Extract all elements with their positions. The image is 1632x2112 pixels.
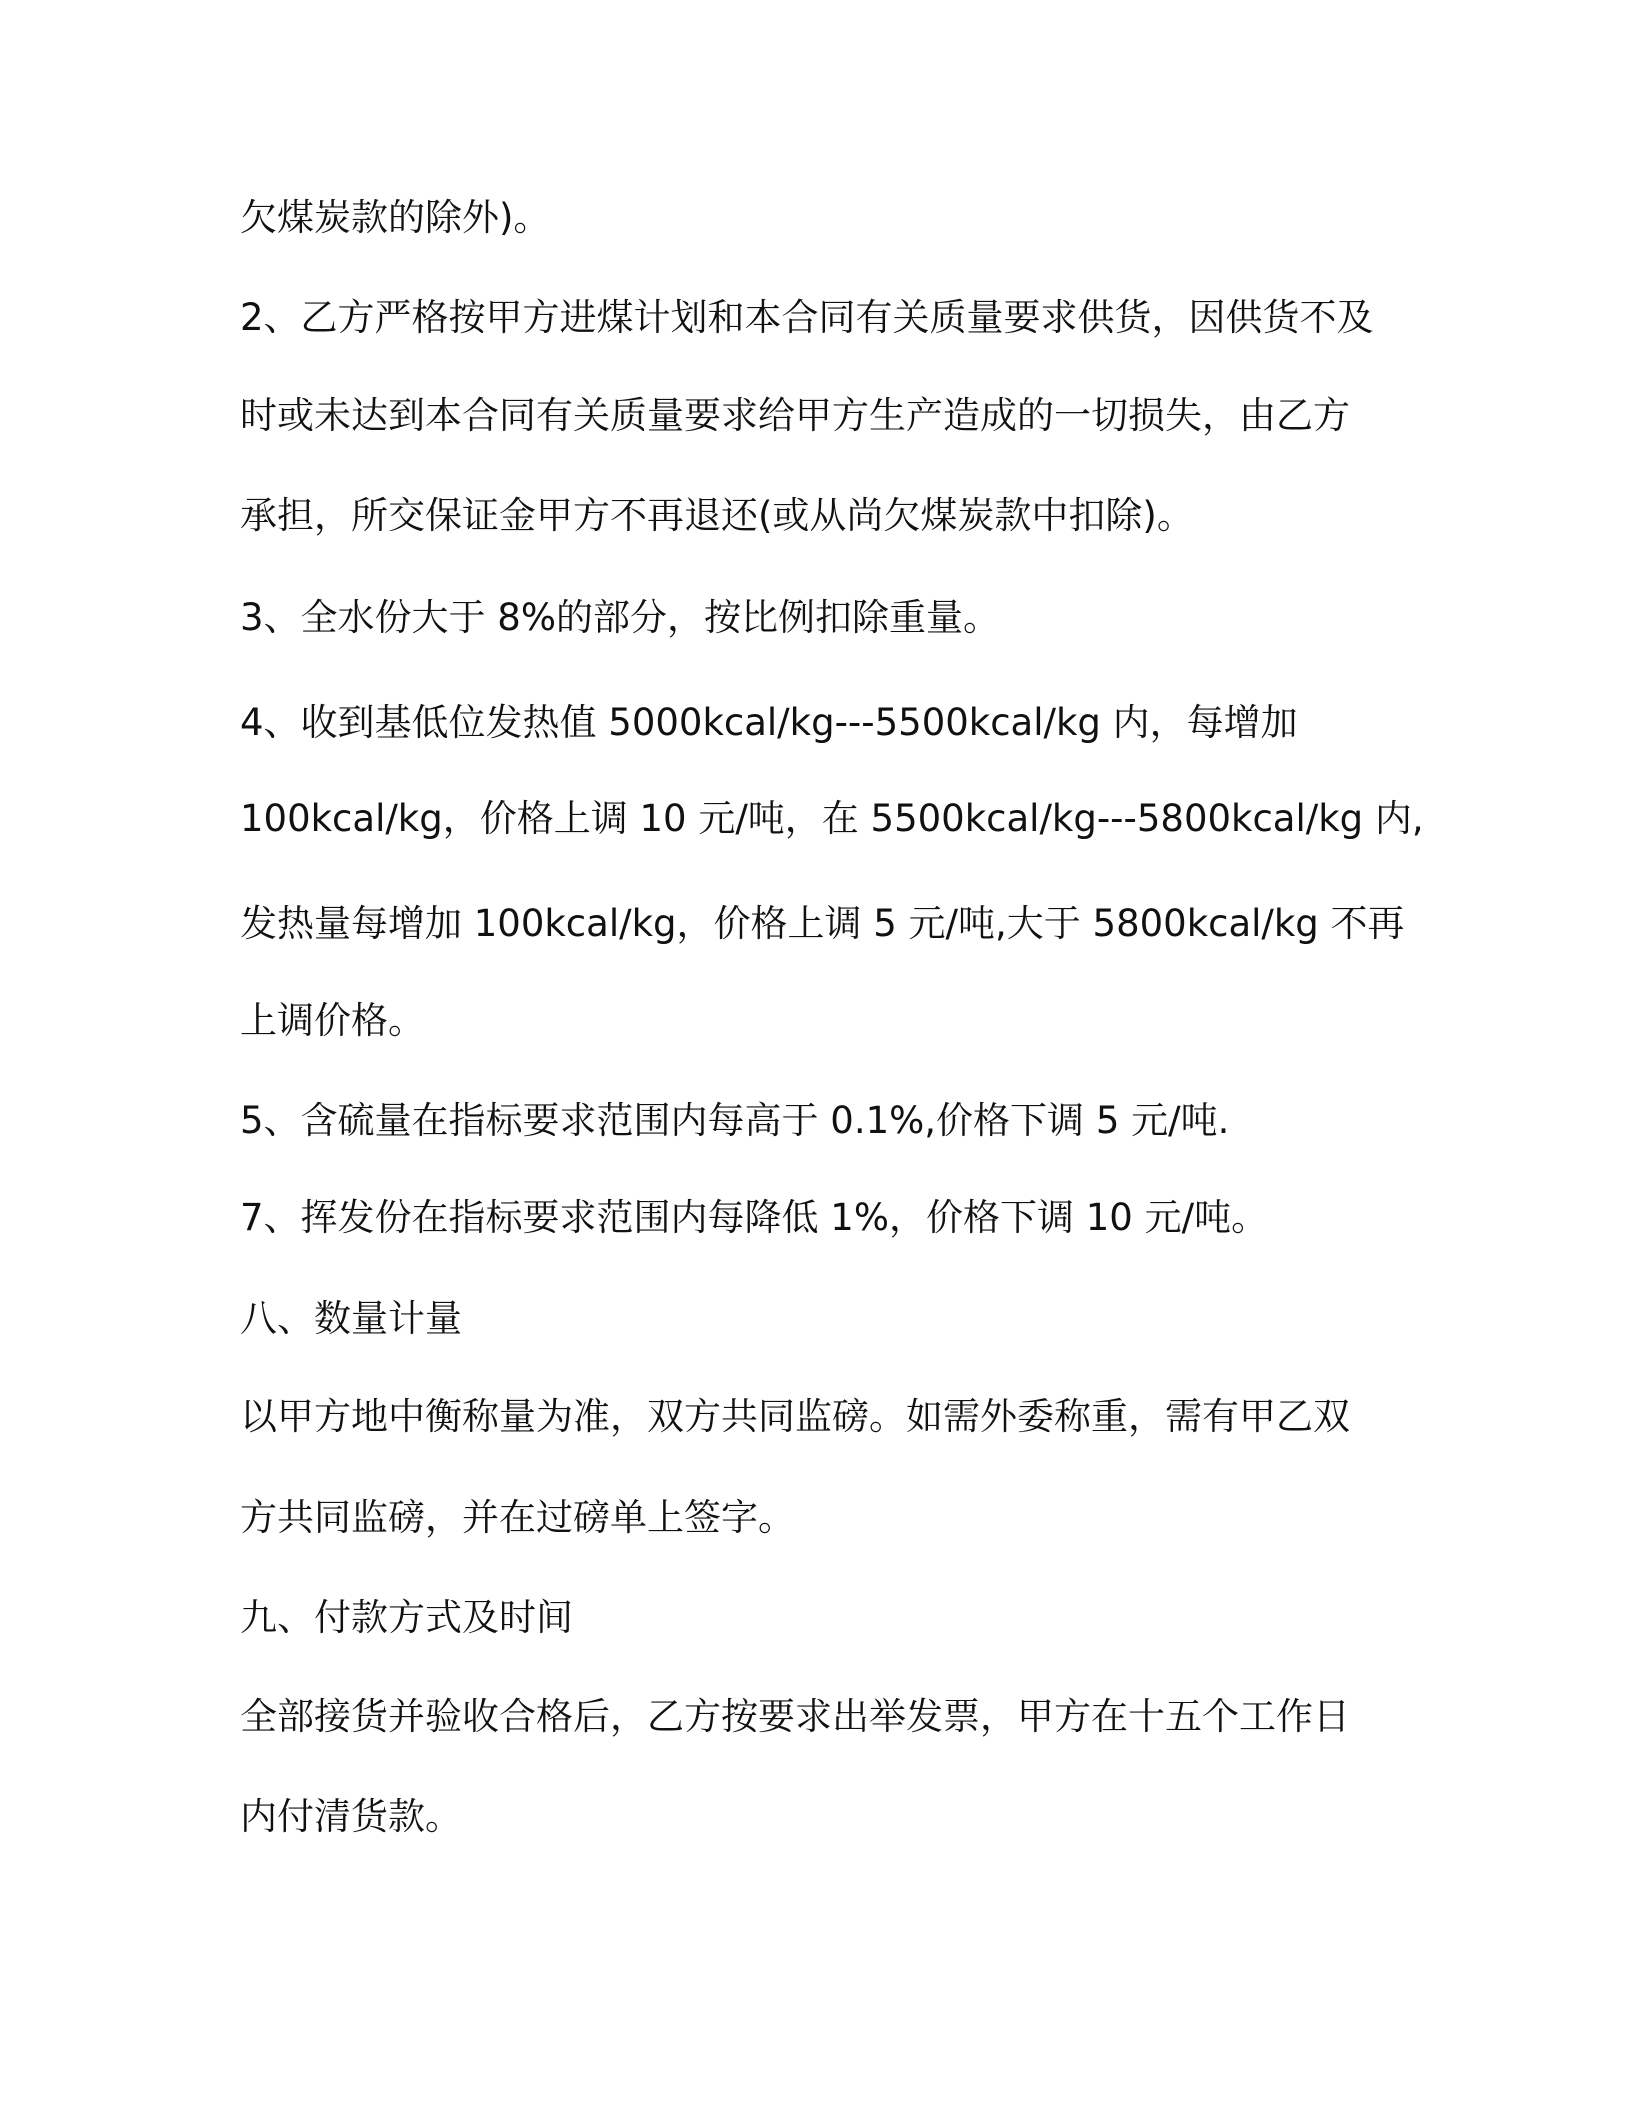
text-line-13: 以甲方地中衡称量为准，双方共同监磅。如需外委称重，需有甲乙双 [240, 1395, 1350, 1438]
text-line-2: 2、乙方严格按甲方进煤计划和本合同有关质量要求供货，因供货不及 [240, 296, 1374, 339]
text-line-8: 发热量每增加 100kcal/kg，价格上调 5 元/吨,大于 5800kcal/kg 不再 [240, 902, 1405, 945]
text-line-5: 3、全水份大于 8%的部分，按比例扣除重量。 [240, 596, 1000, 639]
text-line-17: 内付清货款。 [240, 1795, 462, 1838]
text-line-14: 方共同监磅，并在过磅单上签字。 [240, 1496, 795, 1539]
text-line-6: 4、收到基低位发热值 5000kcal/kg---5500kcal/kg 内，每增加 [240, 701, 1298, 744]
text-line-10: 5、含硫量在指标要求范围内每高于 0.1%,价格下调 5 元/吨. [240, 1099, 1230, 1142]
text-line-4: 承担，所交保证金甲方不再退还(或从尚欠煤炭款中扣除)。 [240, 494, 1194, 537]
section-heading-payment: 九、付款方式及时间 [240, 1596, 573, 1639]
text-line-1: 欠煤炭款的除外)。 [240, 196, 551, 239]
text-line-3: 时或未达到本合同有关质量要求给甲方生产造成的一切损失，由乙方 [240, 394, 1350, 437]
text-line-11: 7、挥发份在指标要求范围内每降低 1%，价格下调 10 元/吨。 [240, 1196, 1269, 1239]
text-line-9: 上调价格。 [240, 999, 425, 1042]
text-line-7: 100kcal/kg，价格上调 10 元/吨，在 5500kcal/kg---5800kcal/kg 内, [240, 797, 1424, 840]
section-heading-quantity: 八、数量计量 [240, 1297, 462, 1340]
text-line-16: 全部接货并验收合格后，乙方按要求出举发票，甲方在十五个工作日 [240, 1695, 1350, 1738]
